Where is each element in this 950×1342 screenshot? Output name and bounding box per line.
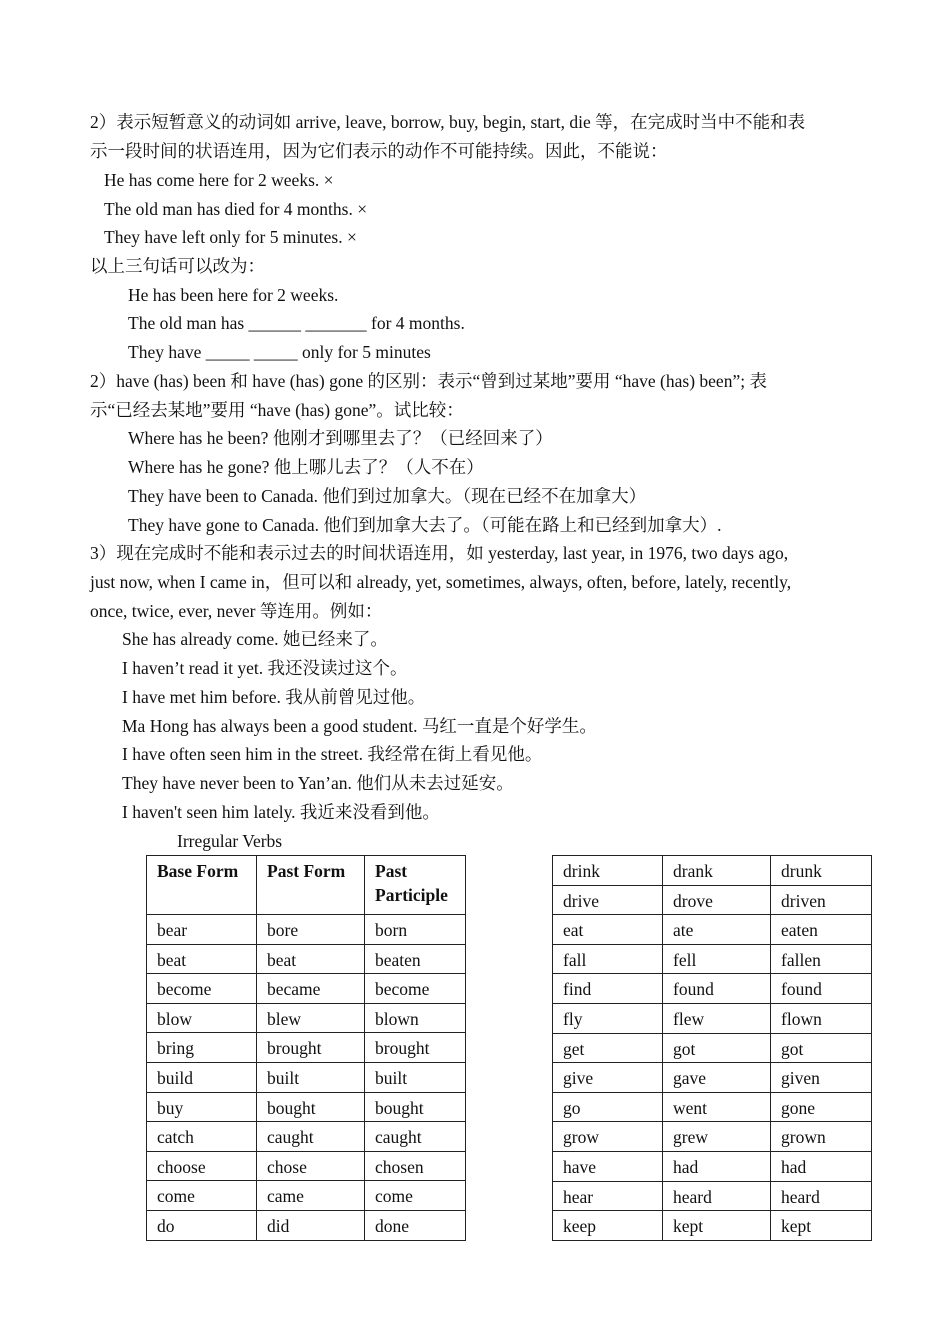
past-form-cell: fell <box>663 944 771 974</box>
table-row <box>147 915 466 945</box>
past-participle-cell: born <box>365 915 466 945</box>
past-participle-cell: blown <box>365 1003 466 1033</box>
base-form-cell: bear <box>147 915 257 945</box>
table-row <box>553 1122 872 1152</box>
past-participle-cell: given <box>771 1063 872 1093</box>
table-row <box>553 915 872 945</box>
example-sentence: I haven't seen him lately. 我近来没看到他。 <box>122 802 440 822</box>
past-form-cell: chose <box>257 1151 365 1181</box>
example-sentence: They have gone to Canada. 他们到加拿大去了。（可能在路上和已经到加拿大）. <box>128 515 722 535</box>
past-participle-cell: driven <box>771 885 872 915</box>
table-row <box>553 1151 872 1181</box>
past-form-cell: had <box>663 1151 771 1181</box>
irregular-verbs-table-right <box>552 855 872 1241</box>
base-form-cell: keep <box>553 1211 663 1241</box>
past-form-cell: came <box>257 1181 365 1211</box>
past-form-cell: heard <box>663 1181 771 1211</box>
past-participle-cell: drunk <box>771 856 872 886</box>
example-sentence: Where has he been? 他刚才到哪里去了？（已经回来了） <box>128 428 553 448</box>
table-row <box>147 1003 466 1033</box>
past-form-cell: caught <box>257 1122 365 1152</box>
base-form-cell: choose <box>147 1151 257 1181</box>
past-form-cell: became <box>257 974 365 1004</box>
paragraph-line: once, twice, ever, never 等连用。例如： <box>90 601 383 621</box>
header-base-form: Base Form <box>147 856 257 915</box>
example-sentence: Ma Hong has always been a good student. 马红一直是个好学生。 <box>122 716 597 736</box>
paragraph-line: 示一段时间的状语连用，因为它们表示的动作不可能持续。因此，不能说： <box>90 141 668 161</box>
past-form-cell: blew <box>257 1003 365 1033</box>
base-form-cell: go <box>553 1092 663 1122</box>
example-sentence: I haven’t read it yet. 我还没读过这个。 <box>122 658 408 678</box>
base-form-cell: come <box>147 1181 257 1211</box>
table-row <box>553 1033 872 1063</box>
past-participle-cell: bought <box>365 1092 466 1122</box>
past-form-cell: found <box>663 974 771 1004</box>
table-caption: Irregular Verbs <box>177 831 283 851</box>
base-form-cell: fly <box>553 1003 663 1033</box>
table-row <box>553 1211 872 1241</box>
past-participle-cell: become <box>365 974 466 1004</box>
table-row <box>147 1210 466 1240</box>
past-participle-cell: heard <box>771 1181 872 1211</box>
past-form-cell: went <box>663 1092 771 1122</box>
past-form-cell: grew <box>663 1122 771 1152</box>
past-form-cell: drank <box>663 856 771 886</box>
example-sentence: The old man has died for 4 months. × <box>104 199 368 219</box>
table-row <box>147 974 466 1004</box>
past-participle-cell: built <box>365 1062 466 1092</box>
example-sentence: They have left only for 5 minutes. × <box>104 227 357 247</box>
paragraph-line: 2）表示短暂意义的动词如 arrive, leave, borrow, buy, begin, start, die 等，在完成时当中不能和表 <box>90 112 806 132</box>
past-participle-cell: brought <box>365 1033 466 1063</box>
table-row <box>553 856 872 886</box>
past-participle-cell: caught <box>365 1122 466 1152</box>
past-participle-cell: chosen <box>365 1151 466 1181</box>
base-form-cell: grow <box>553 1122 663 1152</box>
past-form-cell: did <box>257 1210 365 1240</box>
paragraph-line: 示“已经去某地”要用 “have (has) gone”。试比较： <box>90 400 464 420</box>
exercise-sentence: The old man has ______ _______ for 4 months. <box>128 313 465 333</box>
table-row <box>147 1033 466 1063</box>
past-participle-cell: eaten <box>771 915 872 945</box>
past-participle-cell: grown <box>771 1122 872 1152</box>
example-sentence: They have been to Canada. 他们到过加拿大。（现在已经不在加拿大） <box>128 486 647 506</box>
table-row <box>553 944 872 974</box>
base-form-cell: find <box>553 974 663 1004</box>
table-row <box>553 1063 872 1093</box>
example-sentence: He has come here for 2 weeks. × <box>104 170 334 190</box>
base-form-cell: buy <box>147 1092 257 1122</box>
base-form-cell: drink <box>553 856 663 886</box>
table-row <box>147 1122 466 1152</box>
past-form-cell: brought <box>257 1033 365 1063</box>
table-row <box>553 1181 872 1211</box>
example-sentence: They have never been to Yan’an. 他们从未去过延安。 <box>122 773 514 793</box>
header-past-form: Past Form <box>257 856 365 915</box>
base-form-cell: do <box>147 1210 257 1240</box>
past-form-cell: flew <box>663 1003 771 1033</box>
example-sentence: Where has he gone? 他上哪儿去了？（人不在） <box>128 457 484 477</box>
table-row <box>147 1181 466 1211</box>
example-sentence: I have often seen him in the street. 我经常在街上看见他。 <box>122 744 543 764</box>
past-participle-cell: flown <box>771 1003 872 1033</box>
past-form-cell: bore <box>257 915 365 945</box>
past-participle-cell: done <box>365 1210 466 1240</box>
past-participle-cell: got <box>771 1033 872 1063</box>
base-form-cell: have <box>553 1151 663 1181</box>
table-row <box>147 1062 466 1092</box>
paragraph-line: 2）have (has) been 和 have (has) gone 的区别：表示“曾到过某地”要用 “have (has) been”; 表 <box>90 371 767 391</box>
base-form-cell: blow <box>147 1003 257 1033</box>
past-participle-cell: come <box>365 1181 466 1211</box>
past-form-cell: drove <box>663 885 771 915</box>
base-form-cell: fall <box>553 944 663 974</box>
base-form-cell: build <box>147 1062 257 1092</box>
paragraph-line: 以上三句话可以改为： <box>90 256 265 276</box>
past-form-cell: ate <box>663 915 771 945</box>
table-row <box>147 1151 466 1181</box>
base-form-cell: eat <box>553 915 663 945</box>
base-form-cell: become <box>147 974 257 1004</box>
base-form-cell: beat <box>147 944 257 974</box>
past-participle-cell: fallen <box>771 944 872 974</box>
past-form-cell: gave <box>663 1063 771 1093</box>
table-row <box>553 1003 872 1033</box>
past-form-cell: bought <box>257 1092 365 1122</box>
base-form-cell: hear <box>553 1181 663 1211</box>
past-form-cell: beat <box>257 944 365 974</box>
past-participle-cell: beaten <box>365 944 466 974</box>
paragraph-line: just now, when I came in，但可以和 already, yet, sometimes, always, often, before, lately, recently, <box>90 572 792 592</box>
table-row <box>553 974 872 1004</box>
exercise-sentence: He has been here for 2 weeks. <box>128 285 339 305</box>
exercise-sentence: They have _____ _____ only for 5 minutes <box>128 342 431 362</box>
table-row <box>147 1092 466 1122</box>
header-past-participle: Past Participle <box>365 856 466 915</box>
past-form-cell: kept <box>663 1211 771 1241</box>
base-form-cell: catch <box>147 1122 257 1152</box>
past-participle-cell: had <box>771 1151 872 1181</box>
table-row <box>553 1092 872 1122</box>
past-form-cell: got <box>663 1033 771 1063</box>
base-form-cell: bring <box>147 1033 257 1063</box>
past-form-cell: built <box>257 1062 365 1092</box>
base-form-cell: drive <box>553 885 663 915</box>
base-form-cell: get <box>553 1033 663 1063</box>
past-participle-cell: gone <box>771 1092 872 1122</box>
table-row <box>553 885 872 915</box>
past-participle-cell: found <box>771 974 872 1004</box>
paragraph-line: 3）现在完成时不能和表示过去的时间状语连用，如 yesterday, last year, in 1976, two days ago, <box>90 543 789 563</box>
irregular-verbs-table-left <box>146 855 466 1241</box>
example-sentence: She has already come. 她已经来了。 <box>122 629 388 649</box>
example-sentence: I have met him before. 我从前曾见过他。 <box>122 687 426 707</box>
base-form-cell: give <box>553 1063 663 1093</box>
table-row <box>147 944 466 974</box>
table-header-row <box>147 856 466 915</box>
past-participle-cell: kept <box>771 1211 872 1241</box>
